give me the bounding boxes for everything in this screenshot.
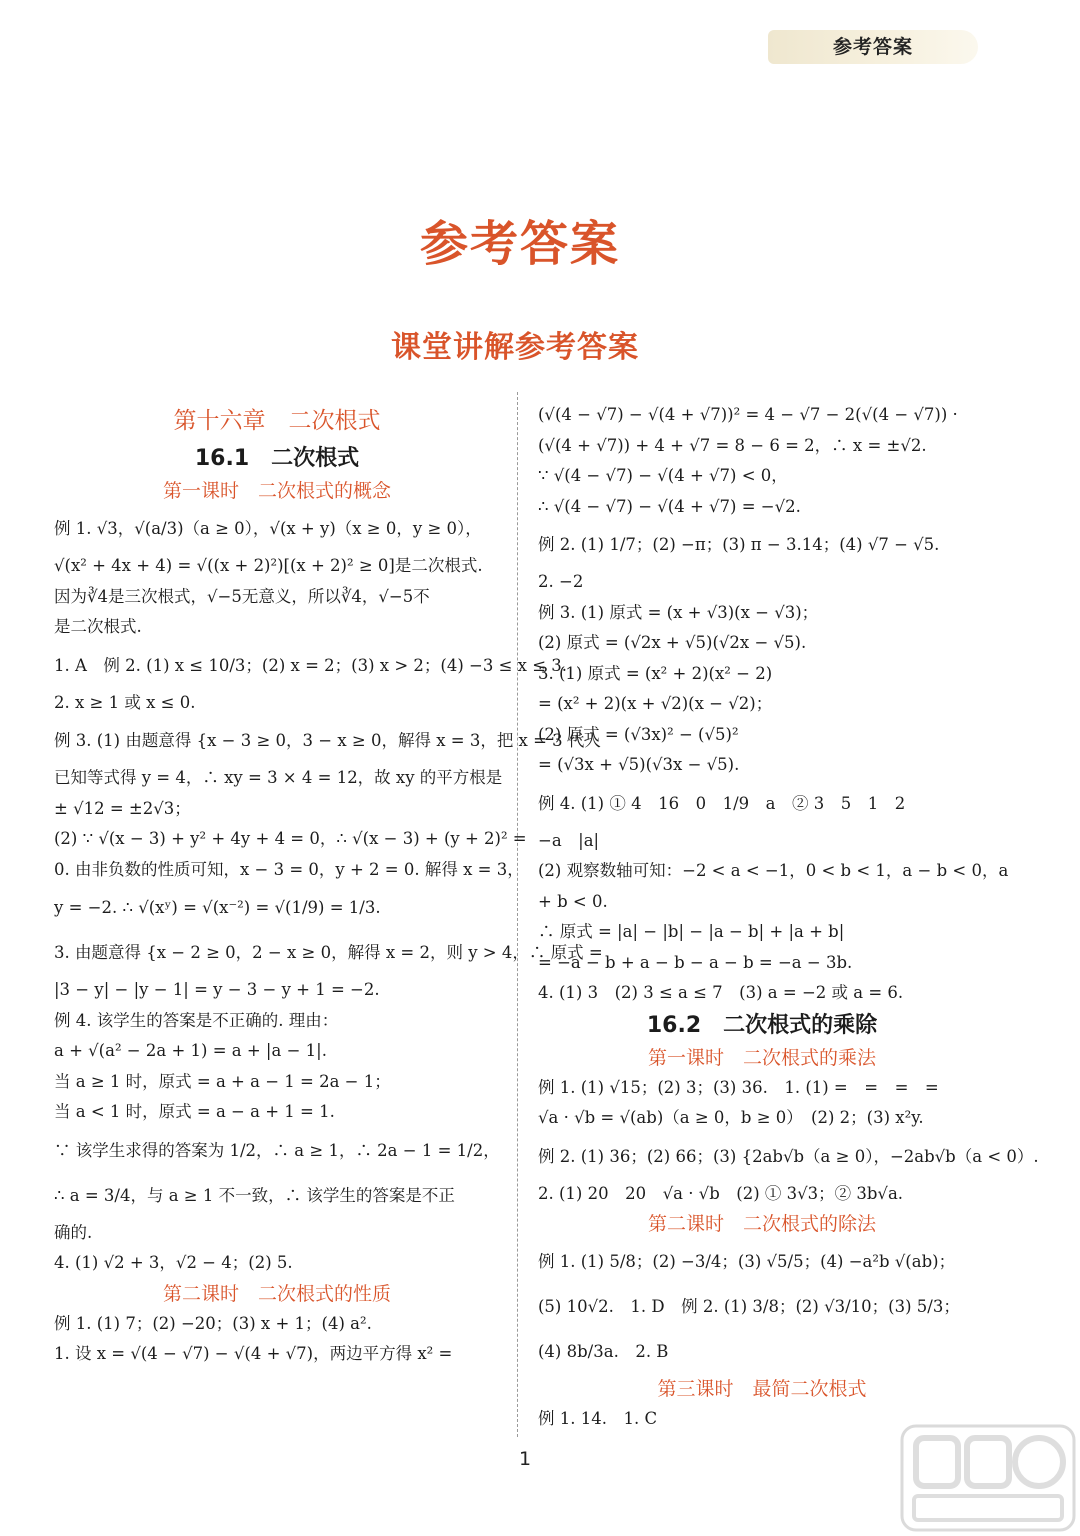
answer-line: 2. −2: [538, 572, 584, 591]
answer-line: (√(4 + √7)) + 4 + √7 = 8 − 6 = 2，∴ x = ±√2.: [538, 435, 927, 455]
answer-line: 例 3. (1) 原式 = (x + √3)(x − √3)；: [538, 602, 819, 622]
answer-line: 0. 由非负数的性质可知，x − 3 = 0，y + 2 = 0. 解得 x = 3，: [54, 859, 524, 879]
answer-line: 例 1. (1) 5/8；(2) −3/4；(3) √5/5；(4) −a²b √(ab)；: [538, 1252, 956, 1271]
answer-line: 1. 设 x = √(4 − √7) − √(4 + √7)，两边平方得 x² =: [54, 1344, 453, 1363]
column-divider: [517, 392, 518, 1437]
answer-line: + b < 0.: [538, 891, 608, 911]
answer-line: = −a − b + a − b − a − b = −a − 3b.: [538, 952, 853, 972]
answer-line: 4. (1) √2 + 3，√2 − 4；(2) 5.: [54, 1253, 293, 1272]
section-heading: 16.1 二次根式: [194, 446, 360, 471]
lesson-heading: 第二课时 二次根式的除法: [647, 1213, 876, 1235]
answer-line: 3. 由题意得 {x − 2 ≥ 0，2 − x ≥ 0，解得 x = 2，则 y > 4，∴ 原式 =: [54, 943, 603, 962]
answer-line: y = −2. ∴ √(xʸ) = √(x⁻²) = √(1/9) = 1/3.: [54, 898, 381, 917]
header-tab: 参考答案: [768, 30, 978, 64]
section-heading: 16.2 二次根式的乘除: [646, 1012, 878, 1038]
answer-line: 例 4. 该学生的答案是不正确的. 理由：: [54, 1010, 339, 1030]
answer-line: ∴ 原式 = |a| − |b| − |a − b| + |a + b|: [538, 922, 845, 941]
answer-line: 例 2. (1) 1/7；(2) −π；(3) π − 3.14；(4) √7 − √5.: [538, 535, 940, 554]
answer-line: ± √12 = ±2√3；: [54, 798, 191, 818]
section-subtitle: 课堂讲解参考答案: [391, 330, 639, 365]
answer-line: 2. (1) 20 20 √a · √b (2) ① 3√3；② 3b√a.: [538, 1183, 904, 1203]
answer-line: 确的.: [54, 1222, 93, 1242]
answer-line: 4. (1) 3 (2) 3 ≤ a ≤ 7 (3) a = −2 或 a = 6.: [538, 983, 904, 1002]
lesson-heading: 第二课时 二次根式的性质: [162, 1282, 391, 1305]
answer-line: = (√3x + √5)(√3x − √5).: [538, 755, 740, 774]
page-title: 参考答案: [419, 216, 620, 272]
answer-line: a + √(a² − 2a + 1) = a + |a − 1|.: [54, 1041, 327, 1060]
lesson-heading: 第一课时 二次根式的概念: [162, 480, 391, 502]
answer-line: = (x² + 2)(x + √2)(x − √2)；: [538, 694, 773, 713]
answer-line: 2. x ≥ 1 或 x ≤ 0.: [54, 692, 196, 712]
answer-line: (2) 观察数轴可知：−2 < a < −1，0 < b < 1，a − b < 0，a: [538, 861, 1009, 880]
answer-line: |3 − y| − |y − 1| = y − 3 − y + 1 = −2.: [54, 980, 380, 999]
right-column: [538, 400, 1039, 1435]
lesson-heading: 第三课时 最简二次根式: [657, 1378, 867, 1400]
answer-line: (4) 8b/3a. 2. B: [538, 1342, 669, 1361]
answer-line: ∵ √(4 − √7) − √(4 + √7) < 0，: [538, 466, 788, 485]
answer-line: 例 1. √3，√(a/3)（a ≥ 0），√(x + y)（x ≥ 0，y ≥ 0），: [54, 519, 482, 538]
answer-line: (2) ∵ √(x − 3) + y² + 4y + 4 = 0，∴ √(x − 3) + (y + 2)² =: [54, 829, 527, 848]
answer-line: 例 2. (1) 36；(2) 66；(3) {2ab√b（a ≥ 0），−2ab√b（a < 0）.: [538, 1146, 1039, 1166]
watermark-logo: [900, 1424, 1076, 1532]
answer-line: (5) 10√2. 1. D 例 2. (1) 3/8；(2) √3/10；(3) 5/3；: [538, 1297, 960, 1316]
answer-line: √a · √b = √(ab)（a ≥ 0，b ≥ 0） (2) 2；(3) x²y.: [538, 1108, 924, 1127]
answer-line: 是二次根式.: [54, 617, 142, 636]
answer-line: 当 a < 1 时，原式 = a − a + 1 = 1.: [54, 1102, 335, 1121]
page-number: 1: [518, 1448, 532, 1470]
answer-line: 当 a ≥ 1 时，原式 = a + a − 1 = 2a − 1；: [54, 1071, 391, 1091]
answer-line: (√(4 − √7) − √(4 + √7))² = 4 − √7 − 2(√(4 − √7)) ·: [538, 405, 958, 424]
answer-line: ∴ a = 3/4，与 a ≥ 1 不一致，∴ 该学生的答案是不正: [54, 1185, 455, 1205]
answer-line: 1. A 例 2. (1) x ≤ 10/3；(2) x = 2；(3) x > 2；(4) −3 ≤ x ≤ 3.: [54, 655, 568, 675]
answer-line: 例 4. (1) ① 4 16 0 1/9 a ② 3 5 1 2: [538, 793, 906, 813]
answer-line: −a |a|: [538, 830, 600, 850]
answer-line: 例 1. (1) √15；(2) 3；(3) 36. 1. (1) = = = =: [538, 1077, 939, 1097]
answer-line: 例 3. (1) 由题意得 {x − 3 ≥ 0，3 − x ≥ 0，解得 x = 3，把 x = 3 代人: [54, 731, 601, 750]
lesson-heading: 第一课时 二次根式的乘法: [647, 1046, 876, 1069]
answer-line: 例 1. (1) 7；(2) −20；(3) x + 1；(4) a².: [54, 1313, 372, 1333]
answer-line: 3. (1) 原式 = (x² + 2)(x² − 2): [538, 663, 773, 683]
answer-line: 例 1. 14. 1. C: [538, 1409, 658, 1428]
answer-line: √(x² + 4x + 4) = √((x + 2)²)[(x + 2)² ≥ 0]是二次根式.: [54, 556, 483, 575]
answer-line: (2) 原式 = (√2x + √5)(√2x − √5).: [538, 633, 807, 652]
answer-line: ∵ 该学生求得的答案为 1/2，∴ a ≥ 1，∴ 2a − 1 = 1/2，: [54, 1140, 500, 1160]
answer-line: 因为∛4是三次根式，√−5无意义，所以∛4，√−5不: [54, 586, 430, 606]
chapter-heading: 第十六章 二次根式: [173, 408, 381, 434]
answer-line: (2) 原式 = (√3x)² − (√5)²: [538, 724, 739, 744]
answer-line: ∴ √(4 − √7) − √(4 + √7) = −√2.: [538, 496, 801, 516]
answer-line: 已知等式得 y = 4，∴ xy = 3 × 4 = 12，故 xy 的平方根是: [54, 768, 503, 787]
